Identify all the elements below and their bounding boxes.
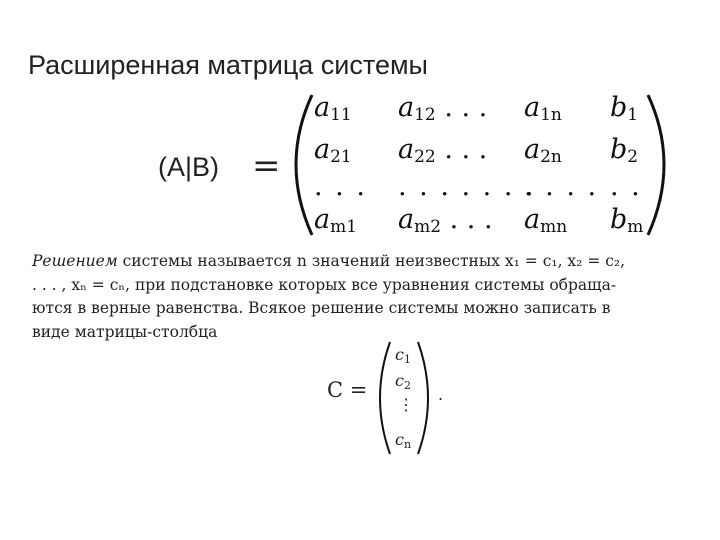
paragraph-line-2: . . . , xₙ = cₙ, при подстановке которых все уравнения системы обраща-	[32, 275, 617, 294]
paragraph-line-4: виде матрицы-столбца	[32, 322, 218, 341]
matrix-cell: $a_{21}$	[314, 134, 352, 167]
matrix-cell: $a_{m2}$ . . .	[398, 204, 493, 237]
matrix-cell: $b_m$	[610, 204, 644, 237]
matrix-cell: $a_{mn}$	[524, 204, 568, 237]
matrix-cell: . . . .	[524, 171, 599, 202]
slide-title: Расширенная матрица системы	[28, 50, 428, 80]
column-vdots: ⋮	[398, 395, 414, 414]
matrix-cell: $a_{2n}$	[524, 134, 562, 167]
matrix-cell: . . . . . . .	[398, 171, 536, 202]
column-matrix-label: C =	[327, 378, 368, 402]
equals-sign: =	[252, 146, 281, 186]
term-solution: Решением	[32, 252, 118, 270]
paragraph-line-3: ются в верные равенства. Всякое решение системы можно записать в	[32, 299, 611, 317]
paragraph-line-1	[32, 250, 700, 274]
paragraph-line-1-rest: системы называется n значений неизвестных x₁ = c₁, x₂ = c₂,	[117, 252, 626, 270]
matrix-cell: $b_1$	[610, 92, 639, 125]
matrix-cell: $a_{1n}$	[524, 92, 562, 125]
column-entry: $c_1$	[395, 345, 411, 366]
matrix-cell: $a_{12}$ . . .	[398, 92, 488, 125]
matrix-cell: $a_{m1}$	[314, 204, 358, 237]
augmented-matrix-label: (A|B)	[158, 152, 220, 182]
matrix-left-paren	[296, 95, 312, 235]
column-trailing-dot: .	[438, 385, 444, 404]
column-entry: $c_2$	[395, 371, 411, 392]
matrix-cell: $a_{11}$	[314, 92, 352, 125]
column-entry: $c_n$	[395, 430, 412, 451]
column-left-paren	[380, 342, 390, 454]
matrix-cell: $b_2$	[610, 134, 639, 167]
matrix-cell: . .	[610, 171, 642, 202]
matrix-cell: . . .	[314, 171, 367, 202]
matrix-cell: $a_{22}$ . . .	[398, 134, 488, 167]
solution-paragraph	[32, 250, 700, 344]
matrix-right-paren	[648, 95, 664, 235]
column-right-paren	[418, 342, 428, 454]
